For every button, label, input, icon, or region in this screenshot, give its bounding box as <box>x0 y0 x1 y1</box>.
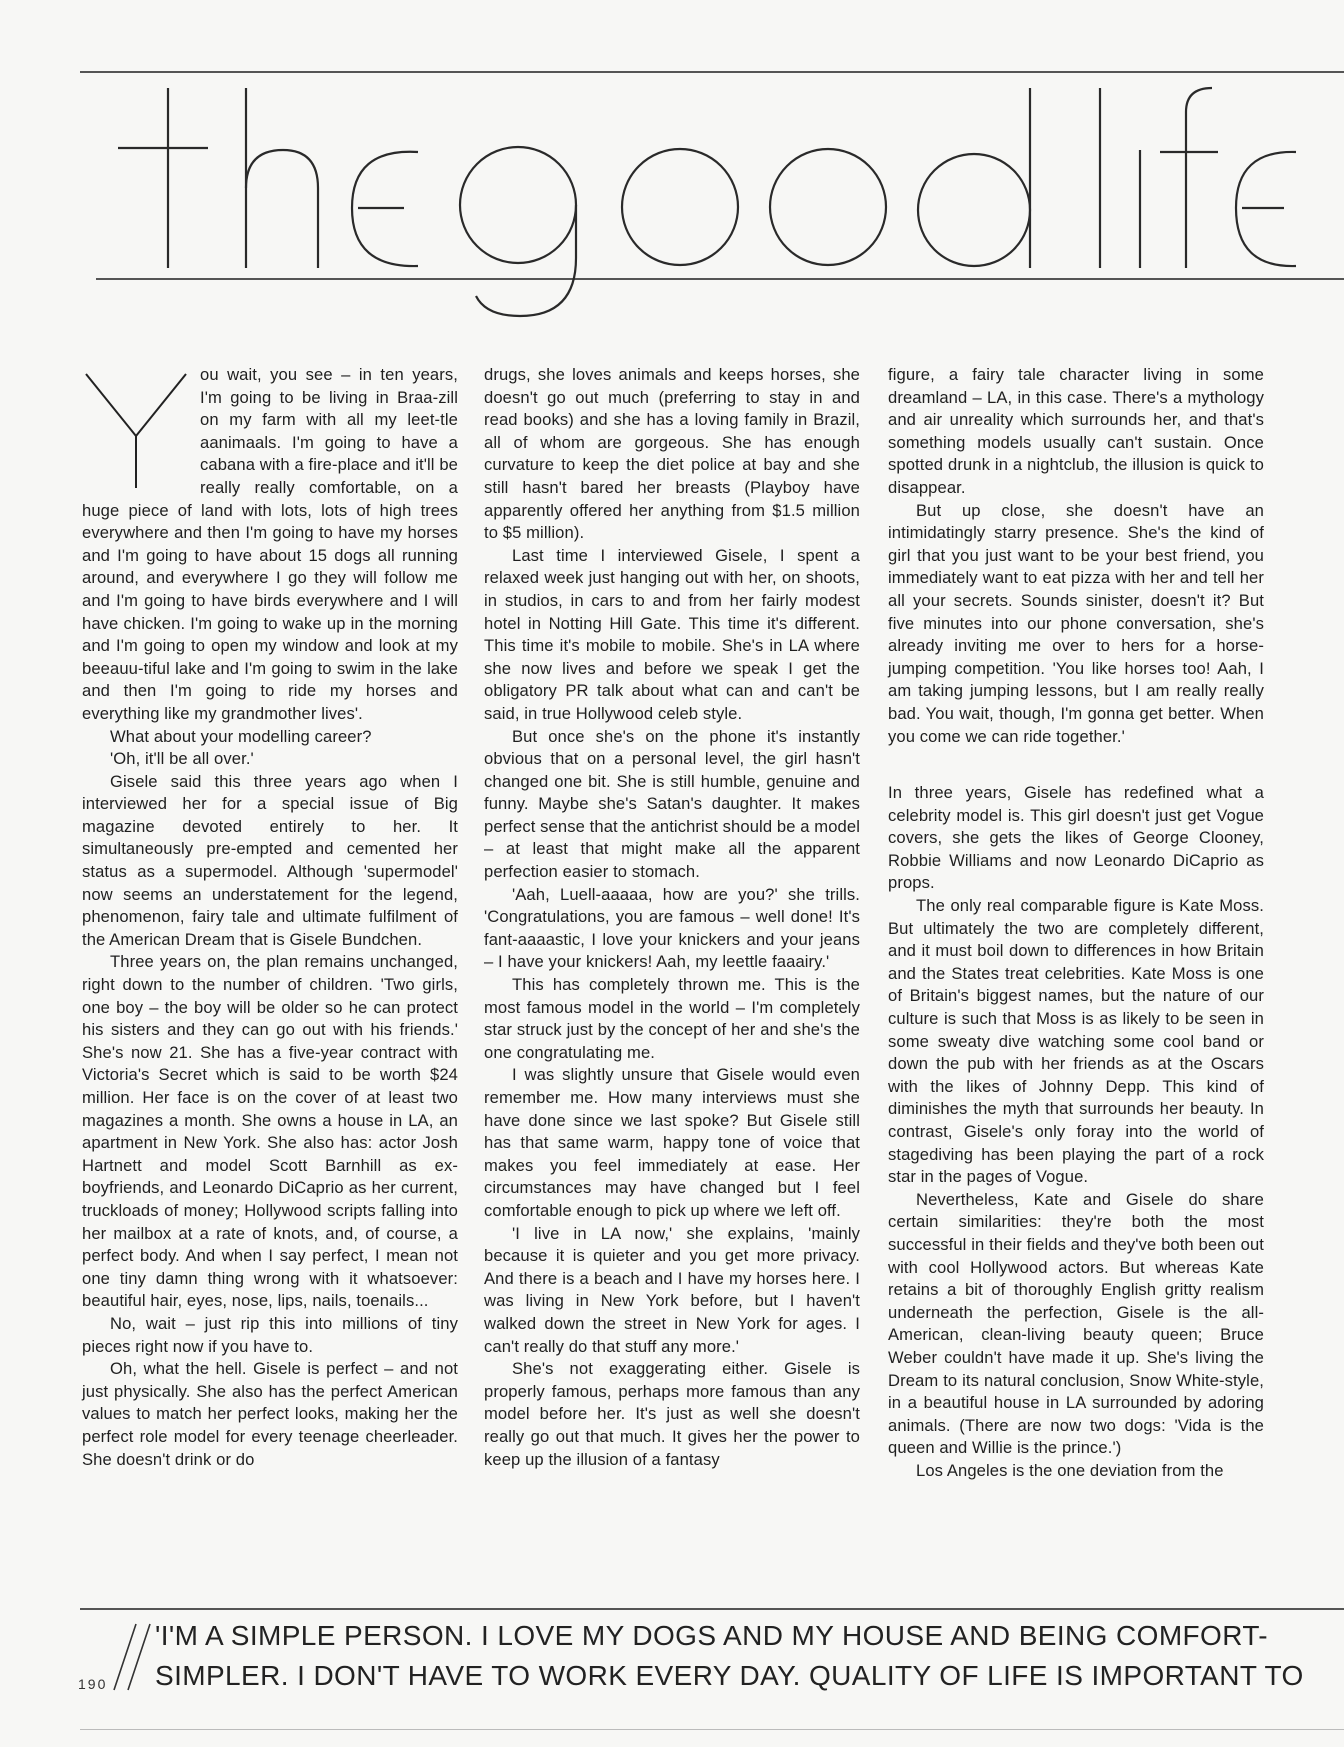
paragraph: 'I live in LA now,' she explains, 'mainly because it is quieter and you get more privacy. And there is a beach and I have my horses here. I was living in New York before, but I haven't walked down the street in New York for ages. I can't really do that stuff any more.' <box>484 1223 860 1356</box>
title-logotype <box>0 60 1344 320</box>
paragraph: In three years, Gisele has redefined what a celebrity model is. This girl doesn't just get Vogue covers, she gets the likes of George Clooney, Robbie Williams and now Leonardo DiCaprio as props. <box>888 783 1264 893</box>
article-column-1 <box>82 364 458 1471</box>
paragraph: The only real comparable figure is Kate Moss. But ultimately the two are completely different, and it must boil down to differences in how Britain and the States treat celebrities. Kate Moss is one of Britain's biggest names, but the nature of our culture is such that Moss is as likely to be seen in some sweaty dive watching some cool band or down the pub with her friends as at the Oscars with the likes of Johnny Depp. This kind of diminishes the myth that surrounds her beauty. In contrast, Gisele's only foray into the world of stagediving has been playing the part of a rock star in the pages of Vogue. <box>888 896 1264 1187</box>
paragraph: 'Oh, it'll be all over.' <box>110 749 254 769</box>
pull-quote-bottom-rule <box>80 1729 1344 1730</box>
paragraph: What about your modelling career? <box>110 726 372 746</box>
pull-quote-line: 'I'M A SIMPLE PERSON. I LOVE MY DOGS AND MY HOUSE AND BEING COMFORT- <box>155 1620 1269 1651</box>
paragraph: 'Aah, Luell-aaaaa, how are you?' she trills. 'Congratulations, you are famous – well done! It's fant-aaaastic, I love your knickers and your jeans – I have your knickers! Aah, my leettle faaairy.' <box>484 884 860 972</box>
article-column-2 <box>484 364 860 1471</box>
pull-quote <box>155 1616 1344 1696</box>
pull-quote-line: SIMPLER. I DON'T HAVE TO WORK EVERY DAY. QUALITY OF LIFE IS IMPORTANT TO <box>155 1660 1304 1691</box>
drop-cap <box>82 370 190 488</box>
paragraph: ou wait, you see – in ten years, I'm going to be living in Braa-zill on my farm with all my leet-tle aanimaals. I'm going to have a cabana with a fire-place and it'll be really really comfortable, on a huge piece of land with lots, lots of high trees everywhere and then I'm going to have my horses and I'm going to have about 15 dogs all running around, and everywhere I go they will follow me and I'm going to have birds everywhere and I will have chicken. I'm going to wake up in the morning and I'm going to open my window and look at my beeauu-tiful lake and I'm going to swim in the lake and then I'm going to ride my horses and everything like my grandmother lives'. <box>82 365 458 723</box>
paragraph: drugs, she loves animals and keeps horses, she doesn't go out much (preferring to stay in and read books) and she has a loving family in Brazil, all of whom are gorgeous. She has enough curvature to keep the diet police at bay and she still hasn't bared her breasts (Playboy have apparently offered her anything from $1.5 million to $5 million). <box>484 365 860 543</box>
paragraph: But up close, she doesn't have an intimidatingly starry presence. She's the kind of girl that you just want to be your best friend, you immediately want to eat pizza with her and tell her all your secrets. Sounds sinister, doesn't it? But five minutes into our phone conversation, she's already inviting me over to hers for a horse-jumping competition. 'You like horses too! Aah, I am taking jumping lessons, but I am really really bad. You wait, though, I'm gonna get better. When you come we can ride together.' <box>888 500 1264 746</box>
paragraph: This has completely thrown me. This is the most famous model in the world – I'm completely star struck just by the concept of her and she's the one congratulating me. <box>484 975 860 1062</box>
page-title <box>110 200 115 201</box>
paragraph: Three years on, the plan remains unchanged, right down to the number of children. 'Two girls, one boy – the boy will be older so he can protect his sisters and they can go out with his friends.' She's now 21. She has a five-year contract with Victoria's Secret which is said to be worth $24 million. Her face is on the cover of at least two magazines a month. She owns a house in LA, an apartment in New York. She also has: actor Josh Hartnett and model Scott Barnhill as ex-boyfriends, and Leonardo DiCaprio as her current, truckloads of money; Hollywood scripts falling into her mailbox at a rate of knots, and, of course, a perfect body. And when I say perfect, I mean not one tiny damn thing wrong with it whatsoever: beautiful hair, eyes, nose, lips, nails, toenails... <box>82 952 458 1311</box>
paragraph: figure, a fairy tale character living in some dreamland – LA, in this case. There's a mythology and air unreality which surrounds her, and that's something models usually can't sustain. Once spotted drunk in a nightclub, the illusion is quick to disappear. <box>888 365 1264 497</box>
article-column-3 <box>888 364 1264 1483</box>
page-number: 190 <box>78 1676 108 1692</box>
paragraph: Los Angeles is the one deviation from the <box>916 1460 1224 1480</box>
paragraph: Oh, what the hell. Gisele is perfect – and not just physically. She also has the perfect American values to match her perfect looks, making her the perfect role model for every teenage cheerleader. She doesn't drink or do <box>82 1359 458 1469</box>
paragraph: I was slightly unsure that Gisele would even remember me. How many interviews must she have done since we last spoke? But Gisele still has that same warm, happy tone of voice that makes you feel immediately at ease. Her circumstances may have changed but I feel comfortable enough to pick up where we left off. <box>484 1065 860 1220</box>
paragraph: Gisele said this three years ago when I interviewed her for a special issue of Big magazine devoted entirely to her. It simultaneously pre-empted and cemented her status as a supermodel. Although 'supermodel' now seems an understatement for the legend, phenomenon, fairy tale and ultimate fulfilment of the American Dream that is Gisele Bundchen. <box>82 771 458 949</box>
paragraph: She's not exaggerating either. Gisele is properly famous, perhaps more famous than any model before her. It's just as well she doesn't really go out that much. It gives her the power to keep up the illusion of a fantasy <box>484 1359 860 1469</box>
paragraph: But once she's on the phone it's instantly obvious that on a personal level, the girl hasn't changed one bit. She is still humble, genuine and funny. Maybe she's Satan's daughter. It makes perfect sense that the antichrist should be a model – at least that might make all the apparent perfection easier to stomach. <box>484 726 860 882</box>
paragraph: No, wait – just rip this into millions of tiny pieces right now if you have to. <box>82 1313 458 1356</box>
paragraph: Nevertheless, Kate and Gisele do share certain similarities: they're both the most successful in their fields and they've both been out with cool Hollywood actors. But whereas Kate retains a bit of thoroughly English gritty realism underneath the perfection, Gisele is the all-American, clean-living beauty queen; Bruce Weber couldn't have made it up. She's living the Dream to its natural conclusion, Snow White-style, in a beautiful house in LA surrounded by adoring animals. (There are now two dogs: 'Vida is the queen and Willie is the prince.') <box>888 1189 1264 1458</box>
pull-quote-top-rule <box>80 1608 1344 1610</box>
pull-quote-slash-icon <box>112 1622 152 1692</box>
paragraph: Last time I interviewed Gisele, I spent a relaxed week just hanging out with her, on shoots, in studios, in cars to and from her fairly modest hotel in Notting Hill Gate. This time it's different. This time it's mobile to mobile. She's in LA where she now lives and before we speak I get the obligatory PR talk about what can and can't be said, in true Hollywood celeb style. <box>484 545 860 723</box>
